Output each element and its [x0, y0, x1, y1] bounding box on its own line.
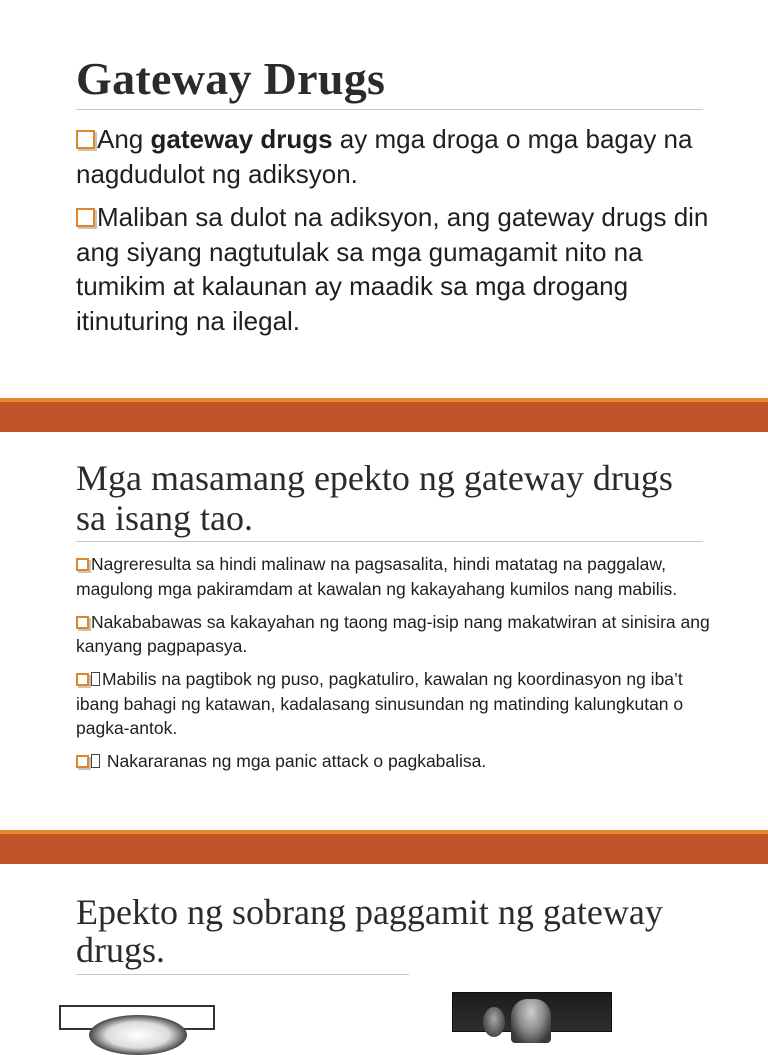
bullet-item: [76, 122, 716, 191]
checkbox-icon: [76, 208, 95, 227]
slide-divider: [0, 830, 768, 864]
divider-band: [0, 402, 768, 432]
title-underline: [76, 109, 703, 110]
bullet-item: [76, 552, 716, 601]
slide-divider: [0, 398, 768, 432]
bullet-text: Nakararanas ng mga panic attack o pagkabalisa.: [102, 751, 487, 771]
bullet-item: [76, 200, 716, 338]
image-content: [89, 1015, 187, 1055]
bullet-text-pre: Ang: [97, 124, 151, 154]
image-content: [483, 1007, 505, 1037]
slide-1: [0, 0, 768, 398]
bullet-item: [76, 667, 716, 741]
slide-3-title: Epekto ng sobrang paggamit ng gateway drugs.: [76, 892, 663, 970]
missing-glyph-icon: [91, 754, 100, 768]
bullet-text: Nakababawas sa kakayahan ng taong mag-isip nang makatwiran at sinisira ang kanyang pagpapasya.: [76, 611, 710, 656]
image-thumbnail-left: [59, 1005, 215, 1030]
checkbox-icon: [76, 558, 89, 571]
title-underline: [76, 974, 409, 975]
divider-band: [0, 834, 768, 864]
slide-1-title: Gateway Drugs: [76, 53, 386, 104]
title-underline: [76, 541, 703, 542]
checkbox-icon: [76, 755, 89, 768]
checkbox-icon: [76, 130, 95, 149]
bullet-text-post: ay mga droga o mga bagay na nagdudulot ng adiksyon.: [76, 124, 693, 189]
bullet-text-bold: gateway drugs: [150, 124, 333, 154]
slide-2-title: Mga masamang epekto ng gateway drugs sa isang tao.: [76, 458, 673, 538]
slide-2-bullet-list: [76, 552, 716, 782]
image-content: [511, 999, 551, 1043]
checkbox-icon: [76, 673, 89, 686]
bullet-item: [76, 749, 716, 774]
image-thumbnail-right: [452, 992, 612, 1032]
bullet-text: Mabilis na pagtibok ng puso, pagkatuliro, kawalan ng koordinasyon ng iba’t ibang bahagi ng katawan, kadalasang sinusundan ng matinding kalungkutan o pagka-antok.: [76, 669, 684, 738]
bullet-item: [76, 610, 716, 659]
checkbox-icon: [76, 616, 89, 629]
slide-1-bullet-list: [76, 122, 716, 347]
bullet-text: Nagreresulta sa hindi malinaw na pagsasalita, hindi matatag na paggalaw, magulong mga pakiramdam at kawalan ng kakayahang kumilos nang mabilis.: [76, 554, 678, 599]
missing-glyph-icon: [91, 672, 100, 686]
bullet-text: Maliban sa dulot na adiksyon, ang gateway drugs din ang siyang nagtutulak sa mga gumagamit nito na tumikim at kalaunan ay maadik sa mga drogang itinuturing na ilegal.: [76, 202, 709, 336]
